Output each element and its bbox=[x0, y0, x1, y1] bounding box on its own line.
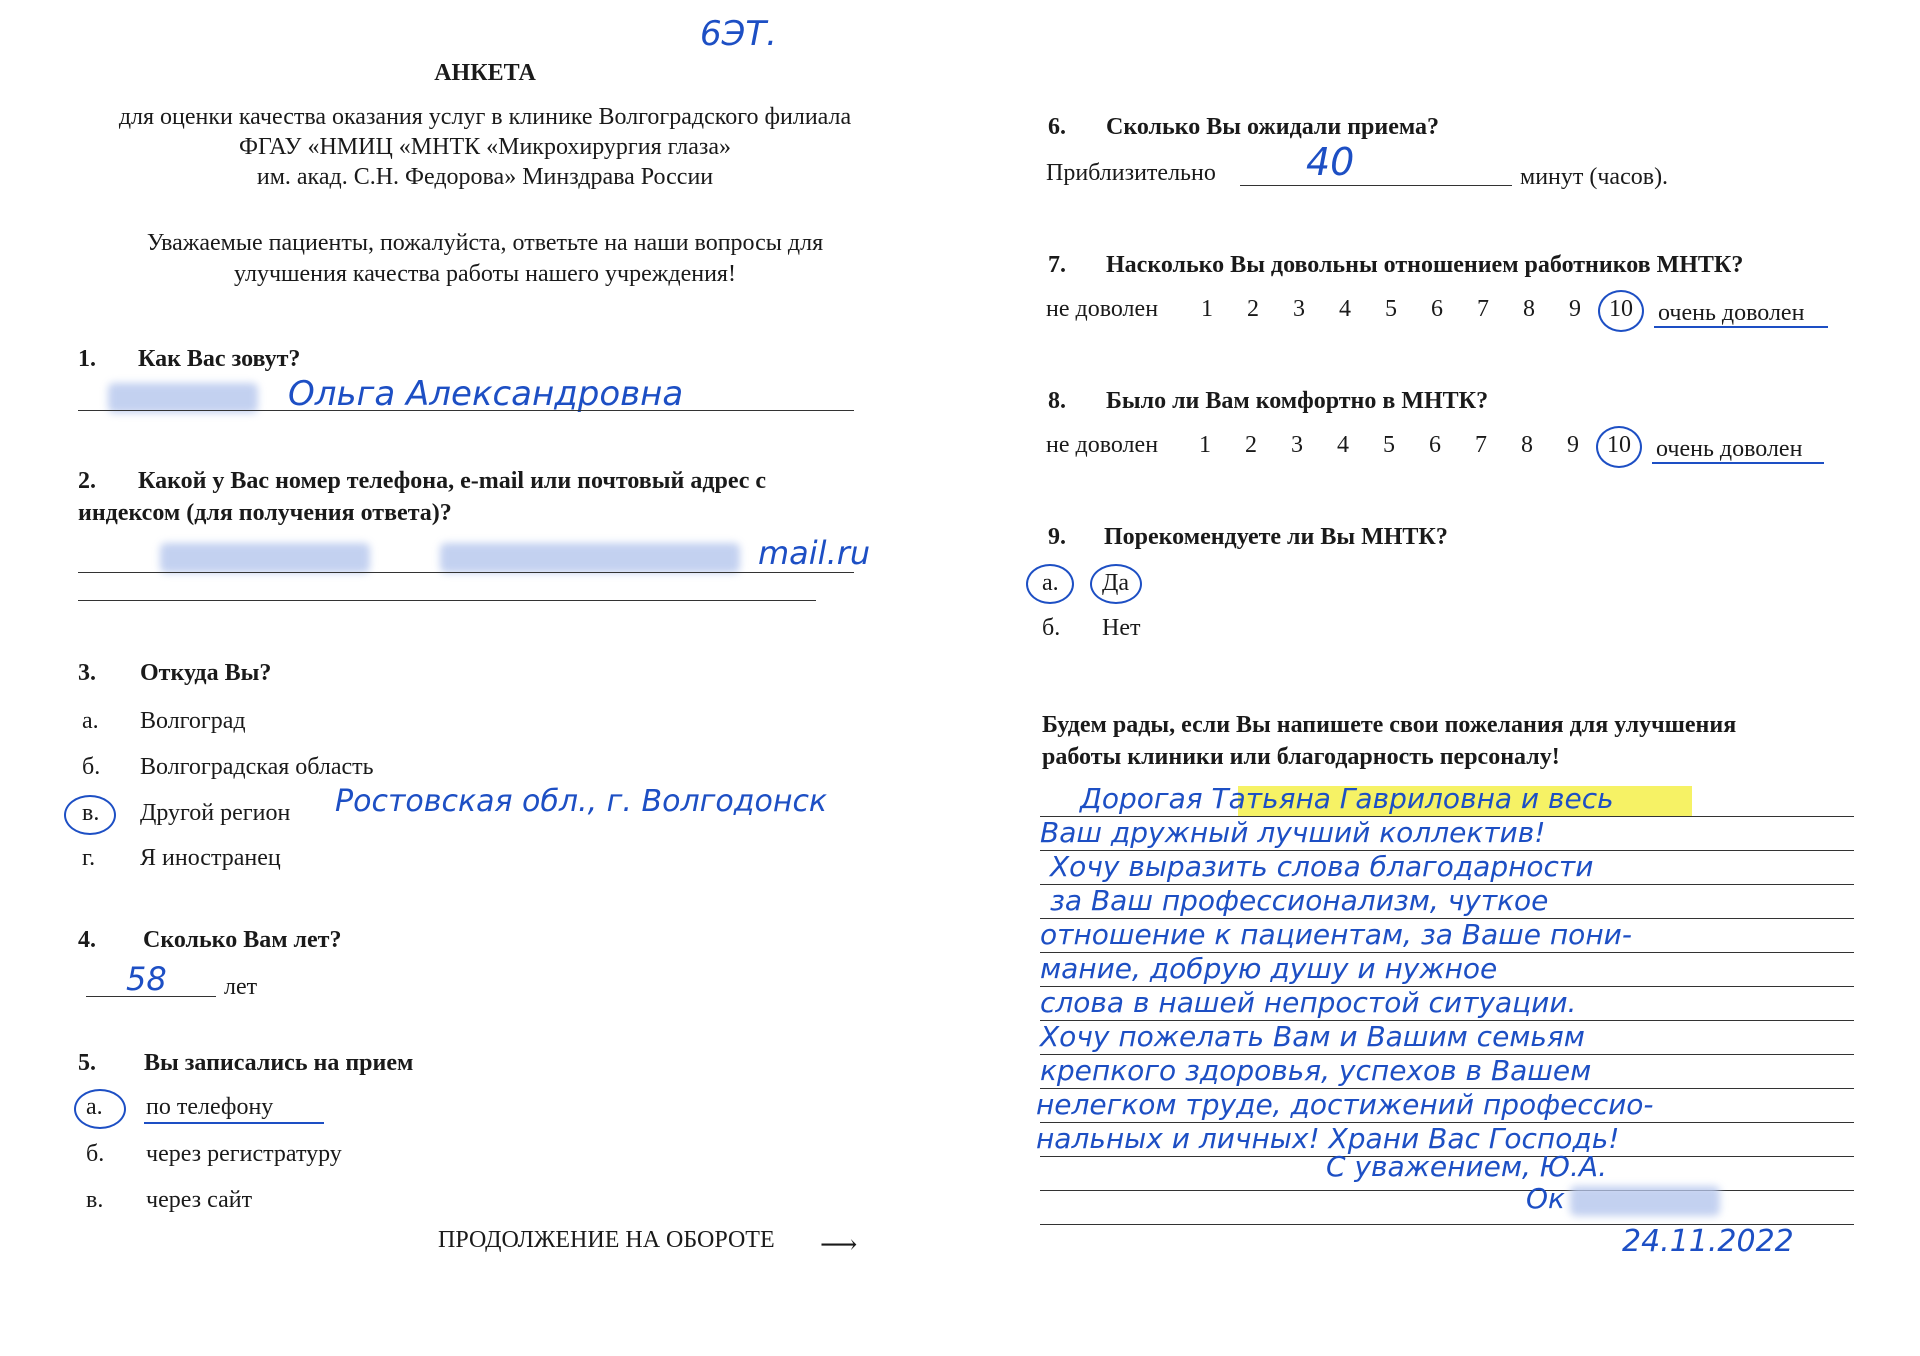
q8-rating-scale bbox=[1182, 430, 1642, 460]
subtitle-line-2: ФГАУ «НМИЦ «МНТК «Микрохирургия глаза» bbox=[239, 134, 731, 160]
redacted-signature bbox=[1570, 1186, 1720, 1216]
q6-answer-minutes: 40 bbox=[1306, 140, 1355, 184]
feedback-text-line-1: Дорогая Татьяна Гавриловна и весь bbox=[1080, 782, 1614, 815]
q2-answer-line-1 bbox=[78, 572, 854, 573]
q3-option-c-label[interactable]: Другой регион bbox=[140, 800, 291, 826]
feedback-text-line-4: за Ваш профессионализм, чуткое bbox=[1050, 884, 1549, 917]
q5-option-c-label[interactable]: через сайт bbox=[146, 1187, 253, 1213]
q2-answer-domain: mail.ru bbox=[758, 534, 871, 572]
q9-option-b-letter: б. bbox=[1042, 615, 1061, 641]
q9-number: 9. bbox=[1048, 524, 1066, 550]
q7-rating-6[interactable]: 6 bbox=[1431, 296, 1443, 322]
feedback-date: 24.11.2022 bbox=[1622, 1224, 1794, 1259]
q7-rating-10[interactable]: 10 bbox=[1609, 296, 1633, 322]
q5-number: 5. bbox=[78, 1050, 96, 1076]
feedback-text-line-2: Ваш дружный лучший коллектив! bbox=[1040, 816, 1546, 849]
feedback-text-line-6: мание, добрую душу и нужное bbox=[1040, 952, 1498, 985]
q1-answer-line bbox=[78, 410, 854, 411]
feedback-line-12 bbox=[1040, 1190, 1854, 1191]
q7-rating-1[interactable]: 1 bbox=[1201, 296, 1213, 322]
q3-option-b-letter: б. bbox=[82, 754, 101, 780]
feedback-text-line-12: С уважением, Ю.А. bbox=[1326, 1150, 1607, 1183]
q7-rating-5[interactable]: 5 bbox=[1385, 296, 1397, 322]
q8-selected-circle bbox=[1596, 426, 1642, 468]
feedback-text-line-5: отношение к пациентам, за Ваше пони- bbox=[1040, 918, 1632, 951]
q3-option-c-letter: в. bbox=[82, 800, 100, 826]
q8-high-label: очень доволен bbox=[1656, 436, 1803, 462]
q5-selected-underline bbox=[144, 1122, 324, 1124]
q5-option-b-label[interactable]: через регистратуру bbox=[146, 1141, 342, 1167]
q8-rating-9[interactable]: 9 bbox=[1567, 432, 1579, 458]
q8-number: 8. bbox=[1048, 388, 1066, 414]
redacted-surname bbox=[108, 383, 258, 413]
feedback-text-line-3: Хочу выразить слова благодарности bbox=[1050, 850, 1594, 883]
redacted-email bbox=[440, 543, 740, 573]
q3-question: Откуда Вы? bbox=[140, 660, 272, 686]
q3-option-a-label[interactable]: Волгоград bbox=[140, 708, 246, 734]
q8-high-underline bbox=[1652, 462, 1824, 464]
q5-option-a-label[interactable]: по телефону bbox=[146, 1094, 274, 1120]
q4-answer-line bbox=[86, 996, 216, 997]
q8-rating-3[interactable]: 3 bbox=[1291, 432, 1303, 458]
q8-rating-4[interactable]: 4 bbox=[1337, 432, 1349, 458]
feedback-text-line-8: Хочу пожелать Вам и Вашим семьям bbox=[1040, 1020, 1585, 1053]
q8-rating-7[interactable]: 7 bbox=[1475, 432, 1487, 458]
q1-answer: Ольга Александровна bbox=[288, 374, 684, 414]
feedback-text-line-9: крепкого здоровья, успехов в Вашем bbox=[1040, 1054, 1592, 1087]
signature-initials: Ок bbox=[1526, 1182, 1565, 1215]
q1-question: Как Вас зовут? bbox=[138, 346, 301, 372]
q8-question: Было ли Вам комфортно в МНТК? bbox=[1106, 388, 1489, 414]
q4-number: 4. bbox=[78, 927, 96, 953]
q7-rating-9[interactable]: 9 bbox=[1569, 296, 1581, 322]
q8-rating-6[interactable]: 6 bbox=[1429, 432, 1441, 458]
feedback-text-line-11: нальных и личных! Храни Вас Господь! bbox=[1036, 1122, 1620, 1155]
q6-answer-line bbox=[1240, 185, 1512, 186]
arrow-right-icon: ⟶ bbox=[820, 1230, 858, 1259]
feedback-prompt-line-2: работы клиники или благодарность персоналу! bbox=[1042, 744, 1560, 770]
q2-answer-line-2 bbox=[78, 600, 816, 601]
q7-rating-4[interactable]: 4 bbox=[1339, 296, 1351, 322]
q7-question: Насколько Вы довольны отношением работников МНТК? bbox=[1106, 252, 1744, 278]
feedback-text-line-7: слова в нашей непростой ситуации. bbox=[1040, 986, 1577, 1019]
q7-rating-8[interactable]: 8 bbox=[1523, 296, 1535, 322]
q8-rating-5[interactable]: 5 bbox=[1383, 432, 1395, 458]
q1-number: 1. bbox=[78, 346, 96, 372]
redacted-phone bbox=[160, 543, 370, 573]
q4-answer-age: 58 bbox=[126, 960, 167, 998]
q8-rating-8[interactable]: 8 bbox=[1521, 432, 1533, 458]
q4-unit: лет bbox=[224, 974, 258, 1000]
q8-low-label: не доволен bbox=[1046, 432, 1159, 458]
q3-answer-region: Ростовская обл., г. Волгодонск bbox=[335, 784, 828, 819]
q3-option-d-letter: г. bbox=[82, 845, 96, 871]
q7-high-underline bbox=[1654, 326, 1828, 328]
q8-rating-10[interactable]: 10 bbox=[1607, 432, 1631, 458]
q3-option-b-label[interactable]: Волгоградская область bbox=[140, 754, 374, 780]
q9-option-b-label[interactable]: Нет bbox=[1102, 615, 1141, 641]
intro-line-2: улучшения качества работы нашего учреждения! bbox=[234, 261, 736, 287]
q2-question-line-1: Какой у Вас номер телефона, e-mail или почтовый адрес с bbox=[138, 468, 767, 494]
q4-question: Сколько Вам лет? bbox=[143, 927, 342, 953]
q2-question-line-2: индексом (для получения ответа)? bbox=[78, 500, 452, 526]
q5-option-a-letter: а. bbox=[86, 1094, 103, 1120]
corner-handwritten-mark: 6ЭТ. bbox=[700, 14, 777, 54]
q3-option-d-label[interactable]: Я иностранец bbox=[140, 845, 281, 871]
feedback-prompt-line-1: Будем рады, если Вы напишете свои пожелания для улучшения bbox=[1042, 712, 1737, 738]
q5-option-c-letter: в. bbox=[86, 1187, 104, 1213]
q3-number: 3. bbox=[78, 660, 96, 686]
form-title: АНКЕТА bbox=[434, 60, 536, 86]
q6-suffix: минут (часов). bbox=[1520, 164, 1669, 190]
feedback-text-line-10: нелегком труде, достижений профессио- bbox=[1036, 1088, 1654, 1121]
q7-selected-circle bbox=[1598, 290, 1644, 332]
q6-question: Сколько Вы ожидали приема? bbox=[1106, 114, 1440, 140]
q3-option-a-letter: а. bbox=[82, 708, 99, 734]
intro-line-1: Уважаемые пациенты, пожалуйста, ответьте на наши вопросы для bbox=[146, 230, 824, 256]
q7-number: 7. bbox=[1048, 252, 1066, 278]
q7-rating-2[interactable]: 2 bbox=[1247, 296, 1259, 322]
q6-number: 6. bbox=[1048, 114, 1066, 140]
subtitle-line-1: для оценки качества оказания услуг в клинике Волгоградского филиала bbox=[118, 104, 852, 130]
q9-option-a-label[interactable]: Да bbox=[1102, 570, 1130, 596]
q5-option-b-letter: б. bbox=[86, 1141, 105, 1167]
q7-high-label: очень доволен bbox=[1658, 300, 1805, 326]
q5-question: Вы записались на прием bbox=[144, 1050, 414, 1076]
continue-on-back-text: ПРОДОЛЖЕНИЕ НА ОБОРОТЕ bbox=[438, 1227, 775, 1253]
q9-question: Порекомендуете ли Вы МНТК? bbox=[1104, 524, 1448, 550]
q7-rating-scale bbox=[1184, 294, 1644, 324]
q2-number: 2. bbox=[78, 468, 96, 494]
subtitle-line-3: им. акад. С.Н. Федорова» Минздрава России bbox=[256, 164, 714, 190]
q7-low-label: не доволен bbox=[1046, 296, 1159, 322]
q7-rating-7[interactable]: 7 bbox=[1477, 296, 1489, 322]
q6-prefix: Приблизительно bbox=[1046, 160, 1216, 186]
q9-option-a-letter: а. bbox=[1042, 570, 1059, 596]
q7-rating-3[interactable]: 3 bbox=[1293, 296, 1305, 322]
q8-rating-1[interactable]: 1 bbox=[1199, 432, 1211, 458]
q8-rating-2[interactable]: 2 bbox=[1245, 432, 1257, 458]
